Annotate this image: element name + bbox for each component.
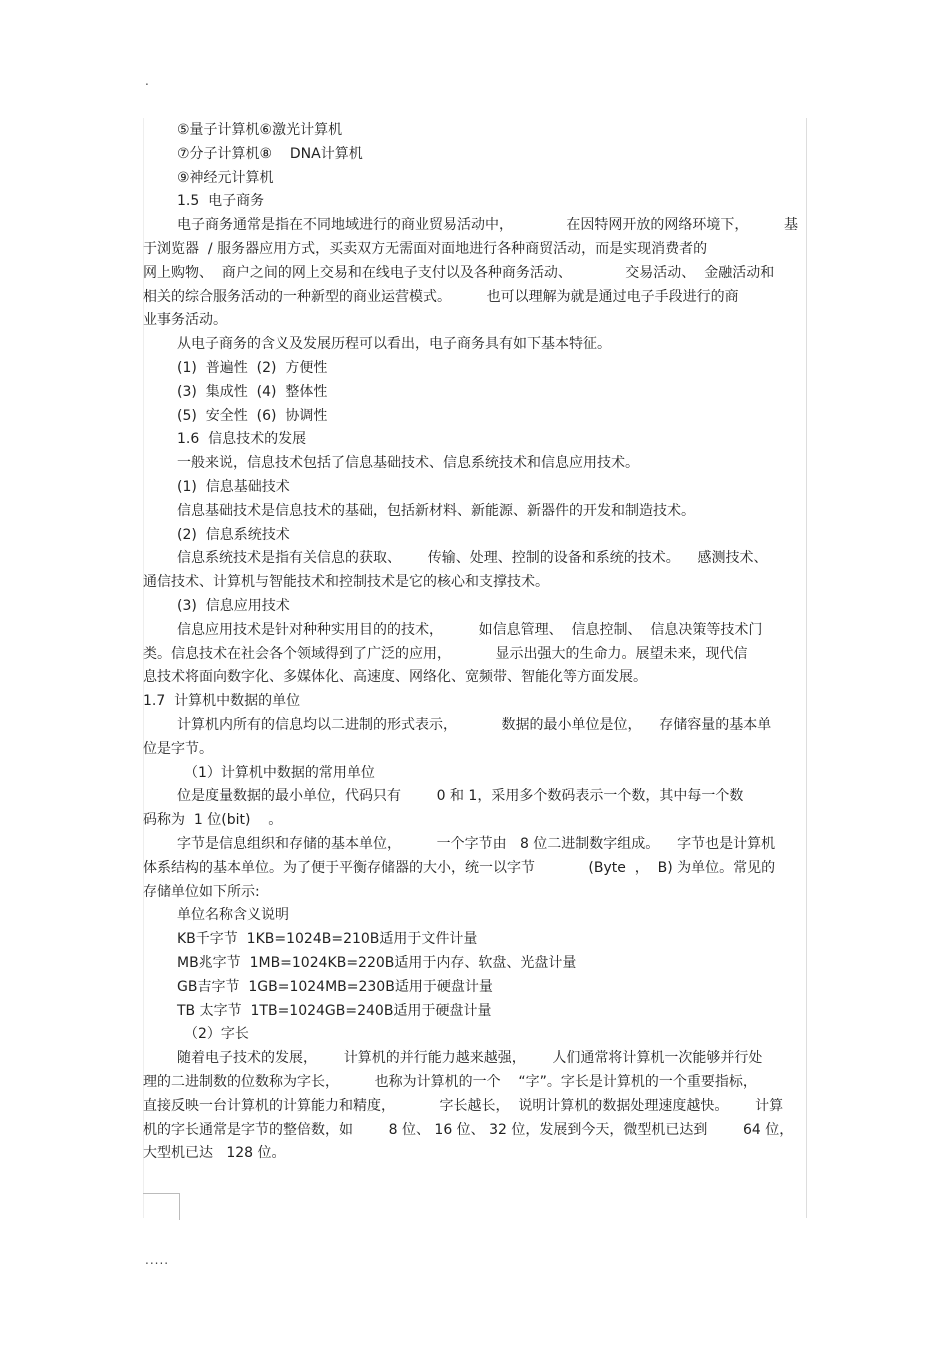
text-line: 理的二进制数的位数称为字长， 也称为计算机的一个 “字”。字长是计算机的一个重要指标， <box>143 1074 757 1090</box>
text-line: ⑤量子计算机⑥激光计算机 <box>177 122 343 138</box>
text-line: (2) 信息系统技术 <box>177 526 290 543</box>
text-line: 存储单位如下所示: <box>143 883 260 900</box>
text-line: 信息应用技术是针对种种实用目的的技术， 如信息管理、 信息控制、 信息决策等技术门 <box>177 621 763 638</box>
text-line: (1) 信息基础技术 <box>177 479 290 495</box>
text-line: 1.7 计算机中数据的单位 <box>143 693 301 710</box>
text-line: 机的字长通常是字节的整倍数，如 8 位、 16 位、 32 位，发展到今天，微型机已达到 64 位， <box>143 1121 794 1138</box>
text-line: 业事务活动。 <box>143 312 227 329</box>
text-line: 体系结构的基本单位。为了便于平衡存储器的大小，统一以字节 (Byte ， B) 为单位。常见的 <box>143 859 776 876</box>
text-line: 网上购物、 商户之间的网上交易和在线电子支付以及各种商务活动、 交易活动、 金融活动和 <box>143 264 775 281</box>
text-line: 1.6 信息技术的发展 <box>177 431 307 448</box>
text-line: 1.5 电子商务 <box>177 193 265 210</box>
text-line: 码称为 1 位(bit) 。 <box>143 812 283 829</box>
text-line: 位是字节。 <box>143 740 213 757</box>
text-line: (1) 普遍性 (2) 方便性 <box>177 360 328 376</box>
text-line: (3) 集成性 (4) 整体性 <box>177 383 328 400</box>
text-line: 类。信息技术在社会各个领域得到了广泛的应用， 显示出强大的生命力。展望未来，现代信 <box>143 645 748 662</box>
text-line: 大型机已达 128 位。 <box>143 1145 286 1162</box>
text-line: （2）字长 <box>184 1026 249 1043</box>
text-line: 相关的综合服务活动的一种新型的商业运营模式。 也可以理解为就是通过电子手段进行的商 <box>143 288 739 305</box>
text-line: KB千字节 1KB=1024B=210B适用于文件计量 <box>177 931 478 948</box>
text-line: 位是度量数据的最小单位，代码只有 0 和 1，采用多个数码表示一个数，其中每一个数 <box>177 788 744 805</box>
text-line: 于浏览器 / 服务器应用方式，买卖双方无需面对面地进行各种商贸活动，而是实现消费者的 <box>143 241 708 257</box>
text-line: 通信技术、计算机与智能技术和控制技术是它的核心和支撑技术。 <box>143 574 549 591</box>
text-line: 计算机内所有的信息均以二进制的形式表示， 数据的最小单位是位， 存储容量的基本单 <box>177 717 772 733</box>
text-line: 一般来说，信息技术包括了信息基础技术、信息系统技术和信息应用技术。 <box>177 455 639 472</box>
crop-corner-mark <box>143 1193 180 1220</box>
text-line: （1）计算机中数据的常用单位 <box>184 764 375 781</box>
text-line: (5) 安全性 (6) 协调性 <box>177 407 328 424</box>
text-line: 直接反映一台计算机的计算能力和精度， 字长越长， 说明计算机的数据处理速度越快。 计算 <box>143 1097 784 1114</box>
text-line: TB 太字节 1TB=1024GB=240B适用于硬盘计量 <box>177 1002 492 1019</box>
text-line: MB兆字节 1MB=1024KB=220B适用于内存、软盘、光盘计量 <box>177 955 577 971</box>
text-line: 信息基础技术是信息技术的基础，包括新材料、新能源、新器件的开发和制造技术。 <box>177 502 695 519</box>
text-line: 从电子商务的含义及发展历程可以看出，电子商务具有如下基本特征。 <box>177 336 611 353</box>
text-line: (3) 信息应用技术 <box>177 598 290 614</box>
text-line: 电子商务通常是指在不同地域进行的商业贸易活动中， 在因特网开放的网络环境下， 基 <box>177 217 799 234</box>
footer-mark: ..... <box>145 1253 170 1267</box>
text-line: ⑦分子计算机⑧ DNA计算机 <box>177 145 363 162</box>
text-line: ⑨神经元计算机 <box>177 169 274 186</box>
text-line: 信息系统技术是指有关信息的获取、 传输、处理、控制的设备和系统的技术。 感测技术、 <box>177 550 768 567</box>
text-line: 单位名称含义说明 <box>177 907 289 924</box>
header-mark: . <box>145 74 149 88</box>
text-line: GB吉字节 1GB=1024MB=230B适用于硬盘计量 <box>177 978 493 995</box>
text-line: 随着电子技术的发展， 计算机的并行能力越来越强， 人们通常将计算机一次能够并行处 <box>177 1050 763 1067</box>
text-line: 字节是信息组织和存储的基本单位， 一个字节由 8 位二进制数字组成。 字节也是计算机 <box>177 836 776 852</box>
text-line: 息技术将面向数字化、多媒体化、高速度、网络化、宽频带、智能化等方面发展。 <box>143 669 647 686</box>
